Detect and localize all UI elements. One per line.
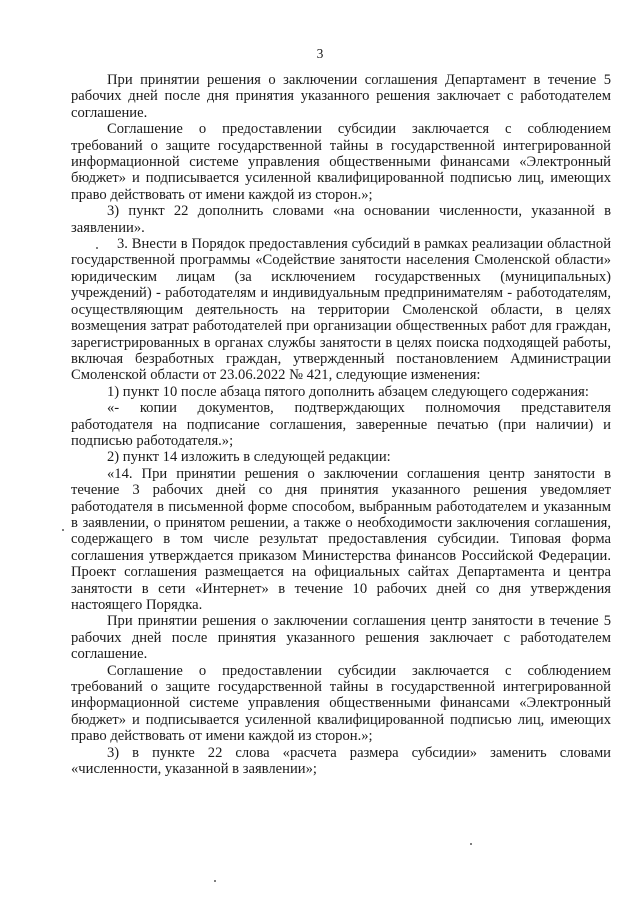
paragraph: «- копии документов, подтверждающих полномочия представителя работодателя на подписание соглашения, заверенные печатью (при наличии) и подписью работодателя.»; — [71, 400, 611, 449]
scan-speck — [96, 247, 98, 249]
paragraph: При принятии решения о заключении соглашения центр занятости в течение 5 рабочих дней после принятия указанного решения заключает с работодателем соглашение. — [71, 613, 611, 663]
paragraph: 3) в пункте 22 слова «расчета размера субсидии» заменить словами «численности, указанной в заявлении»; — [71, 744, 611, 778]
scan-speck — [62, 529, 64, 531]
paragraph: Соглашение о предоставлении субсидии заключается с соблюдением требований о защите государственной тайны в государственной интегрированной информационной системе управления общественными финансами «Электронный бюджет» и подписывается усиленной квалифицированной подписью лиц, имеющих право действовать от имени каждой из сторон.»; — [71, 121, 611, 203]
paragraph: 1) пункт 10 после абзаца пятого дополнить абзацем следующего содержания: — [107, 383, 589, 400]
paragraph: 3. Внести в Порядок предоставления субсидий в рамках реализации областной государственной программы «Содействие занятости населения Смоленской области» юридическим лицам (за исключением государственных (муниципальных) учреждений) - работодателям и индивидуальным предпринимателям - работодателям, осуществляющим деятельность на территории Смоленской области, в целях возмещения затрат работодателей при организации общественных работ для граждан, зарегистрированных в органах службы занятости в целях поиска подходящей работы, включая безработных граждан, утвержденный постановлением Администрации Смоленской области от 23.06.2022 № 421, следующие изменения: — [71, 236, 611, 384]
paragraph: Соглашение о предоставлении субсидии заключается с соблюдением требований о защите государственной тайны в государственной интегрированной информационной системе управления общественными финансами «Электронный бюджет» и подписывается усиленной квалифицированной подписью лиц, имеющих право действовать от имени каждой из сторон.»; — [71, 662, 611, 745]
document-body — [71, 72, 611, 777]
scan-speck — [214, 880, 216, 882]
scan-speck — [470, 843, 472, 845]
paragraph: При принятии решения о заключении соглашения Департамент в течение 5 рабочих дней после дня принятия указанного решения заключает с работодателем соглашение. — [71, 72, 611, 121]
paragraph: 3) пункт 22 дополнить словами «на основании численности, указанной в заявлении». — [71, 203, 611, 236]
paragraph: 2) пункт 14 изложить в следующей редакции: — [107, 449, 391, 466]
page-number: 3 — [316, 46, 324, 61]
paragraph: «14. При принятии решения о заключении соглашения центр занятости в течение 3 рабочих дней со дня принятия указанного решения уведомляет работодателя в письменной форме способом, выбранным работодателем и указанным в заявлении, о принятом решении, а также о необходимости заключения соглашения, содержащего в том числе результат предоставления субсидии. Типовая форма соглашения утверждается приказом Министерства финансов Российской Федерации. Проект соглашения размещается на официальных сайтах Департамента и центра занятости в сети «Интернет» в течение 10 рабочих дней со дня утверждения настоящего Порядка. — [71, 465, 611, 613]
